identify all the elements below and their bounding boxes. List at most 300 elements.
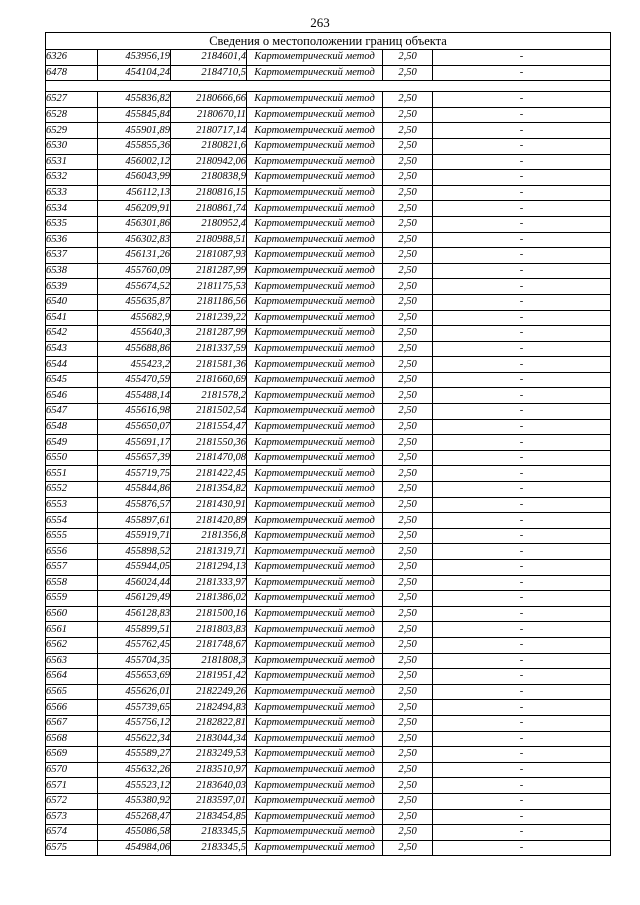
point-number-cell: 6532 — [46, 170, 98, 186]
method-cell: Картометрический метод — [247, 279, 383, 295]
method-cell: Картометрический метод — [247, 560, 383, 576]
method-cell: Картометрический метод — [247, 684, 383, 700]
x-coordinate-cell: 455470,59 — [98, 372, 171, 388]
table-row — [46, 684, 611, 700]
point-number-cell: 6528 — [46, 107, 98, 123]
method-cell: Картометрический метод — [247, 778, 383, 794]
accuracy-cell: 2,50 — [383, 778, 433, 794]
accuracy-cell: 2,50 — [383, 715, 433, 731]
y-coordinate-cell: 2180821,6 — [171, 138, 247, 154]
method-cell: Картометрический метод — [247, 50, 383, 66]
boundary-coordinates-table — [45, 32, 611, 856]
accuracy-cell: 2,50 — [383, 684, 433, 700]
x-coordinate-cell: 455268,47 — [98, 809, 171, 825]
point-number-cell: 6572 — [46, 793, 98, 809]
table-row — [46, 544, 611, 560]
accuracy-cell: 2,50 — [383, 606, 433, 622]
description-cell: - — [433, 575, 611, 591]
x-coordinate-cell: 456302,83 — [98, 232, 171, 248]
description-cell: - — [433, 138, 611, 154]
y-coordinate-cell: 2181287,99 — [171, 263, 247, 279]
accuracy-cell: 2,50 — [383, 263, 433, 279]
table-row — [46, 606, 611, 622]
y-coordinate-cell: 2181294,13 — [171, 560, 247, 576]
description-cell: - — [433, 653, 611, 669]
point-number-cell: 6543 — [46, 341, 98, 357]
accuracy-cell: 2,50 — [383, 497, 433, 513]
x-coordinate-cell: 455657,39 — [98, 450, 171, 466]
x-coordinate-cell: 455876,57 — [98, 497, 171, 513]
y-coordinate-cell: 2180942,06 — [171, 154, 247, 170]
table-row — [46, 154, 611, 170]
point-number-cell: 6563 — [46, 653, 98, 669]
description-cell: - — [433, 294, 611, 310]
table-row — [46, 419, 611, 435]
accuracy-cell: 2,50 — [383, 107, 433, 123]
y-coordinate-cell: 2181386,02 — [171, 591, 247, 607]
table-row — [46, 216, 611, 232]
description-cell: - — [433, 591, 611, 607]
method-cell: Картометрический метод — [247, 793, 383, 809]
accuracy-cell: 2,50 — [383, 544, 433, 560]
x-coordinate-cell: 456301,86 — [98, 216, 171, 232]
point-number-cell: 6571 — [46, 778, 98, 794]
accuracy-cell: 2,50 — [383, 404, 433, 420]
table-body — [46, 50, 611, 856]
y-coordinate-cell: 2182822,81 — [171, 715, 247, 731]
description-cell: - — [433, 216, 611, 232]
accuracy-cell: 2,50 — [383, 528, 433, 544]
y-coordinate-cell: 2181354,82 — [171, 482, 247, 498]
accuracy-cell: 2,50 — [383, 513, 433, 529]
table-row — [46, 762, 611, 778]
point-number-cell: 6527 — [46, 92, 98, 108]
point-number-cell: 6539 — [46, 279, 98, 295]
x-coordinate-cell: 456002,12 — [98, 154, 171, 170]
method-cell: Картометрический метод — [247, 154, 383, 170]
y-coordinate-cell: 2180861,74 — [171, 201, 247, 217]
point-number-cell: 6549 — [46, 435, 98, 451]
point-number-cell: 6568 — [46, 731, 98, 747]
accuracy-cell: 2,50 — [383, 669, 433, 685]
x-coordinate-cell: 455640,3 — [98, 326, 171, 342]
accuracy-cell: 2,50 — [383, 138, 433, 154]
x-coordinate-cell: 455756,12 — [98, 715, 171, 731]
y-coordinate-cell: 2181578,2 — [171, 388, 247, 404]
y-coordinate-cell: 2180952,4 — [171, 216, 247, 232]
y-coordinate-cell: 2181087,93 — [171, 248, 247, 264]
table-row — [46, 357, 611, 373]
x-coordinate-cell: 455682,9 — [98, 310, 171, 326]
table-row — [46, 466, 611, 482]
method-cell: Картометрический метод — [247, 357, 383, 373]
description-cell: - — [433, 170, 611, 186]
method-cell: Картометрический метод — [247, 92, 383, 108]
y-coordinate-cell: 2181808,3 — [171, 653, 247, 669]
table-row — [46, 622, 611, 638]
accuracy-cell: 2,50 — [383, 731, 433, 747]
description-cell: - — [433, 809, 611, 825]
table-row — [46, 778, 611, 794]
table-row — [46, 123, 611, 139]
description-cell: - — [433, 622, 611, 638]
x-coordinate-cell: 455897,61 — [98, 513, 171, 529]
y-coordinate-cell: 2181748,67 — [171, 637, 247, 653]
x-coordinate-cell: 455626,01 — [98, 684, 171, 700]
point-number-cell: 6561 — [46, 622, 98, 638]
y-coordinate-cell: 2181470,08 — [171, 450, 247, 466]
x-coordinate-cell: 455760,09 — [98, 263, 171, 279]
y-coordinate-cell: 2183044,34 — [171, 731, 247, 747]
y-coordinate-cell: 2183510,97 — [171, 762, 247, 778]
y-coordinate-cell: 2181660,69 — [171, 372, 247, 388]
method-cell: Картометрический метод — [247, 248, 383, 264]
accuracy-cell: 2,50 — [383, 825, 433, 841]
x-coordinate-cell: 455622,34 — [98, 731, 171, 747]
point-number-cell: 6547 — [46, 404, 98, 420]
method-cell: Картометрический метод — [247, 653, 383, 669]
description-cell: - — [433, 466, 611, 482]
method-cell: Картометрический метод — [247, 825, 383, 841]
point-number-cell: 6551 — [46, 466, 98, 482]
x-coordinate-cell: 455845,84 — [98, 107, 171, 123]
table-row — [46, 669, 611, 685]
description-cell: - — [433, 404, 611, 420]
accuracy-cell: 2,50 — [383, 50, 433, 66]
method-cell: Картометрический метод — [247, 138, 383, 154]
y-coordinate-cell: 2181554,47 — [171, 419, 247, 435]
table-row — [46, 482, 611, 498]
point-number-cell: 6533 — [46, 185, 98, 201]
point-number-cell: 6550 — [46, 450, 98, 466]
point-number-cell: 6565 — [46, 684, 98, 700]
x-coordinate-cell: 455944,05 — [98, 560, 171, 576]
x-coordinate-cell: 456129,49 — [98, 591, 171, 607]
description-cell: - — [433, 123, 611, 139]
method-cell: Картометрический метод — [247, 388, 383, 404]
point-number-cell: 6558 — [46, 575, 98, 591]
description-cell: - — [433, 715, 611, 731]
accuracy-cell: 2,50 — [383, 747, 433, 763]
method-cell: Картометрический метод — [247, 731, 383, 747]
x-coordinate-cell: 455086,58 — [98, 825, 171, 841]
table-row — [46, 513, 611, 529]
accuracy-cell: 2,50 — [383, 388, 433, 404]
table-row — [46, 637, 611, 653]
table-row — [46, 372, 611, 388]
point-number-cell: 6534 — [46, 201, 98, 217]
table-row — [46, 825, 611, 841]
point-number-cell: 6567 — [46, 715, 98, 731]
accuracy-cell: 2,50 — [383, 341, 433, 357]
x-coordinate-cell: 456112,13 — [98, 185, 171, 201]
y-coordinate-cell: 2181500,16 — [171, 606, 247, 622]
description-cell: - — [433, 357, 611, 373]
x-coordinate-cell: 456043,99 — [98, 170, 171, 186]
y-coordinate-cell: 2180816,15 — [171, 185, 247, 201]
method-cell: Картометрический метод — [247, 65, 383, 81]
y-coordinate-cell: 2181951,42 — [171, 669, 247, 685]
accuracy-cell: 2,50 — [383, 793, 433, 809]
point-number-cell: 6552 — [46, 482, 98, 498]
table-row — [46, 731, 611, 747]
method-cell: Картометрический метод — [247, 840, 383, 856]
method-cell: Картометрический метод — [247, 419, 383, 435]
accuracy-cell: 2,50 — [383, 201, 433, 217]
method-cell: Картометрический метод — [247, 310, 383, 326]
y-coordinate-cell: 2183454,85 — [171, 809, 247, 825]
point-number-cell: 6546 — [46, 388, 98, 404]
x-coordinate-cell: 456024,44 — [98, 575, 171, 591]
table-row — [46, 793, 611, 809]
table-row — [46, 528, 611, 544]
description-cell: - — [433, 50, 611, 66]
y-coordinate-cell: 2184601,4 — [171, 50, 247, 66]
accuracy-cell: 2,50 — [383, 123, 433, 139]
x-coordinate-cell: 455844,86 — [98, 482, 171, 498]
method-cell: Картометрический метод — [247, 404, 383, 420]
description-cell: - — [433, 840, 611, 856]
y-coordinate-cell: 2181319,71 — [171, 544, 247, 560]
table-row — [46, 404, 611, 420]
table-row — [46, 92, 611, 108]
method-cell: Картометрический метод — [247, 637, 383, 653]
x-coordinate-cell: 454104,24 — [98, 65, 171, 81]
table-row — [46, 294, 611, 310]
x-coordinate-cell: 456209,91 — [98, 201, 171, 217]
description-cell: - — [433, 248, 611, 264]
y-coordinate-cell: 2181337,59 — [171, 341, 247, 357]
method-cell: Картометрический метод — [247, 263, 383, 279]
description-cell: - — [433, 65, 611, 81]
description-cell: - — [433, 700, 611, 716]
x-coordinate-cell: 455739,65 — [98, 700, 171, 716]
method-cell: Картометрический метод — [247, 326, 383, 342]
method-cell: Картометрический метод — [247, 700, 383, 716]
method-cell: Картометрический метод — [247, 762, 383, 778]
point-number-cell: 6326 — [46, 50, 98, 66]
table-row — [46, 560, 611, 576]
point-number-cell: 6570 — [46, 762, 98, 778]
method-cell: Картометрический метод — [247, 513, 383, 529]
description-cell: - — [433, 793, 611, 809]
accuracy-cell: 2,50 — [383, 575, 433, 591]
accuracy-cell: 2,50 — [383, 170, 433, 186]
x-coordinate-cell: 455898,52 — [98, 544, 171, 560]
point-number-cell: 6535 — [46, 216, 98, 232]
method-cell: Картометрический метод — [247, 482, 383, 498]
method-cell: Картометрический метод — [247, 232, 383, 248]
method-cell: Картометрический метод — [247, 591, 383, 607]
table-row — [46, 840, 611, 856]
description-cell: - — [433, 560, 611, 576]
method-cell: Картометрический метод — [247, 107, 383, 123]
x-coordinate-cell: 455691,17 — [98, 435, 171, 451]
table-row — [46, 201, 611, 217]
description-cell: - — [433, 107, 611, 123]
y-coordinate-cell: 2180666,66 — [171, 92, 247, 108]
point-number-cell: 6542 — [46, 326, 98, 342]
accuracy-cell: 2,50 — [383, 482, 433, 498]
table-row — [46, 107, 611, 123]
x-coordinate-cell: 455688,86 — [98, 341, 171, 357]
description-cell: - — [433, 92, 611, 108]
x-coordinate-cell: 455704,35 — [98, 653, 171, 669]
table-row — [46, 232, 611, 248]
point-number-cell: 6548 — [46, 419, 98, 435]
point-number-cell: 6536 — [46, 232, 98, 248]
x-coordinate-cell: 455855,36 — [98, 138, 171, 154]
accuracy-cell: 2,50 — [383, 637, 433, 653]
x-coordinate-cell: 455632,26 — [98, 762, 171, 778]
y-coordinate-cell: 2180838,9 — [171, 170, 247, 186]
y-coordinate-cell: 2181239,22 — [171, 310, 247, 326]
method-cell: Картометрический метод — [247, 450, 383, 466]
x-coordinate-cell: 456128,83 — [98, 606, 171, 622]
table-row — [46, 185, 611, 201]
point-number-cell: 6575 — [46, 840, 98, 856]
accuracy-cell: 2,50 — [383, 840, 433, 856]
table-row — [46, 65, 611, 81]
y-coordinate-cell: 2181356,8 — [171, 528, 247, 544]
accuracy-cell: 2,50 — [383, 279, 433, 295]
method-cell: Картометрический метод — [247, 544, 383, 560]
point-number-cell: 6566 — [46, 700, 98, 716]
x-coordinate-cell: 455423,2 — [98, 357, 171, 373]
accuracy-cell: 2,50 — [383, 185, 433, 201]
x-coordinate-cell: 455635,87 — [98, 294, 171, 310]
table-row — [46, 388, 611, 404]
description-cell: - — [433, 388, 611, 404]
description-cell: - — [433, 450, 611, 466]
accuracy-cell: 2,50 — [383, 450, 433, 466]
description-cell: - — [433, 372, 611, 388]
description-cell: - — [433, 762, 611, 778]
point-number-cell: 6559 — [46, 591, 98, 607]
description-cell: - — [433, 497, 611, 513]
accuracy-cell: 2,50 — [383, 357, 433, 373]
page-number: 263 — [310, 15, 330, 30]
table-row — [46, 170, 611, 186]
table-row — [46, 435, 611, 451]
method-cell: Картометрический метод — [247, 809, 383, 825]
point-number-cell: 6537 — [46, 248, 98, 264]
table-row — [46, 326, 611, 342]
accuracy-cell: 2,50 — [383, 762, 433, 778]
table-row — [46, 341, 611, 357]
x-coordinate-cell: 455589,27 — [98, 747, 171, 763]
accuracy-cell: 2,50 — [383, 310, 433, 326]
x-coordinate-cell: 455488,14 — [98, 388, 171, 404]
method-cell: Картометрический метод — [247, 435, 383, 451]
accuracy-cell: 2,50 — [383, 622, 433, 638]
description-cell: - — [433, 544, 611, 560]
method-cell: Картометрический метод — [247, 715, 383, 731]
description-cell: - — [433, 419, 611, 435]
description-cell: - — [433, 310, 611, 326]
y-coordinate-cell: 2180670,11 — [171, 107, 247, 123]
method-cell: Картометрический метод — [247, 497, 383, 513]
table-row — [46, 50, 611, 66]
table-row — [46, 747, 611, 763]
point-number-cell: 6530 — [46, 138, 98, 154]
description-cell: - — [433, 637, 611, 653]
accuracy-cell: 2,50 — [383, 92, 433, 108]
table-row — [46, 653, 611, 669]
description-cell: - — [433, 669, 611, 685]
separator-cell — [46, 81, 611, 92]
point-number-cell: 6569 — [46, 747, 98, 763]
method-cell: Картометрический метод — [247, 528, 383, 544]
method-cell: Картометрический метод — [247, 294, 383, 310]
y-coordinate-cell: 2180988,51 — [171, 232, 247, 248]
description-cell: - — [433, 279, 611, 295]
table-row — [46, 700, 611, 716]
method-cell: Картометрический метод — [247, 606, 383, 622]
accuracy-cell: 2,50 — [383, 326, 433, 342]
x-coordinate-cell: 455901,89 — [98, 123, 171, 139]
table-row — [46, 575, 611, 591]
table-row — [46, 263, 611, 279]
description-cell: - — [433, 684, 611, 700]
method-cell: Картометрический метод — [247, 372, 383, 388]
description-cell: - — [433, 154, 611, 170]
description-cell: - — [433, 435, 611, 451]
method-cell: Картометрический метод — [247, 669, 383, 685]
y-coordinate-cell: 2182249,26 — [171, 684, 247, 700]
description-cell: - — [433, 326, 611, 342]
accuracy-cell: 2,50 — [383, 216, 433, 232]
accuracy-cell: 2,50 — [383, 466, 433, 482]
point-number-cell: 6560 — [46, 606, 98, 622]
table-row — [46, 715, 611, 731]
table-row — [46, 809, 611, 825]
table-title: Сведения о местоположении границ объекта — [46, 33, 611, 50]
method-cell: Картометрический метод — [247, 170, 383, 186]
method-cell: Картометрический метод — [247, 622, 383, 638]
point-number-cell: 6557 — [46, 560, 98, 576]
accuracy-cell: 2,50 — [383, 232, 433, 248]
point-number-cell: 6554 — [46, 513, 98, 529]
point-number-cell: 6478 — [46, 65, 98, 81]
accuracy-cell: 2,50 — [383, 700, 433, 716]
point-number-cell: 6562 — [46, 637, 98, 653]
point-number-cell: 6529 — [46, 123, 98, 139]
accuracy-cell: 2,50 — [383, 65, 433, 81]
table-row — [46, 310, 611, 326]
table-row — [46, 248, 611, 264]
point-number-cell: 6531 — [46, 154, 98, 170]
accuracy-cell: 2,50 — [383, 591, 433, 607]
point-number-cell: 6555 — [46, 528, 98, 544]
x-coordinate-cell: 455899,51 — [98, 622, 171, 638]
y-coordinate-cell: 2181420,89 — [171, 513, 247, 529]
y-coordinate-cell: 2181333,97 — [171, 575, 247, 591]
point-number-cell: 6541 — [46, 310, 98, 326]
table-row — [46, 279, 611, 295]
x-coordinate-cell: 455674,52 — [98, 279, 171, 295]
point-number-cell: 6545 — [46, 372, 98, 388]
accuracy-cell: 2,50 — [383, 809, 433, 825]
accuracy-cell: 2,50 — [383, 560, 433, 576]
description-cell: - — [433, 528, 611, 544]
method-cell: Картометрический метод — [247, 466, 383, 482]
description-cell: - — [433, 513, 611, 529]
y-coordinate-cell: 2181502,54 — [171, 404, 247, 420]
point-number-cell: 6564 — [46, 669, 98, 685]
method-cell: Картометрический метод — [247, 185, 383, 201]
y-coordinate-cell: 2183345,5 — [171, 825, 247, 841]
